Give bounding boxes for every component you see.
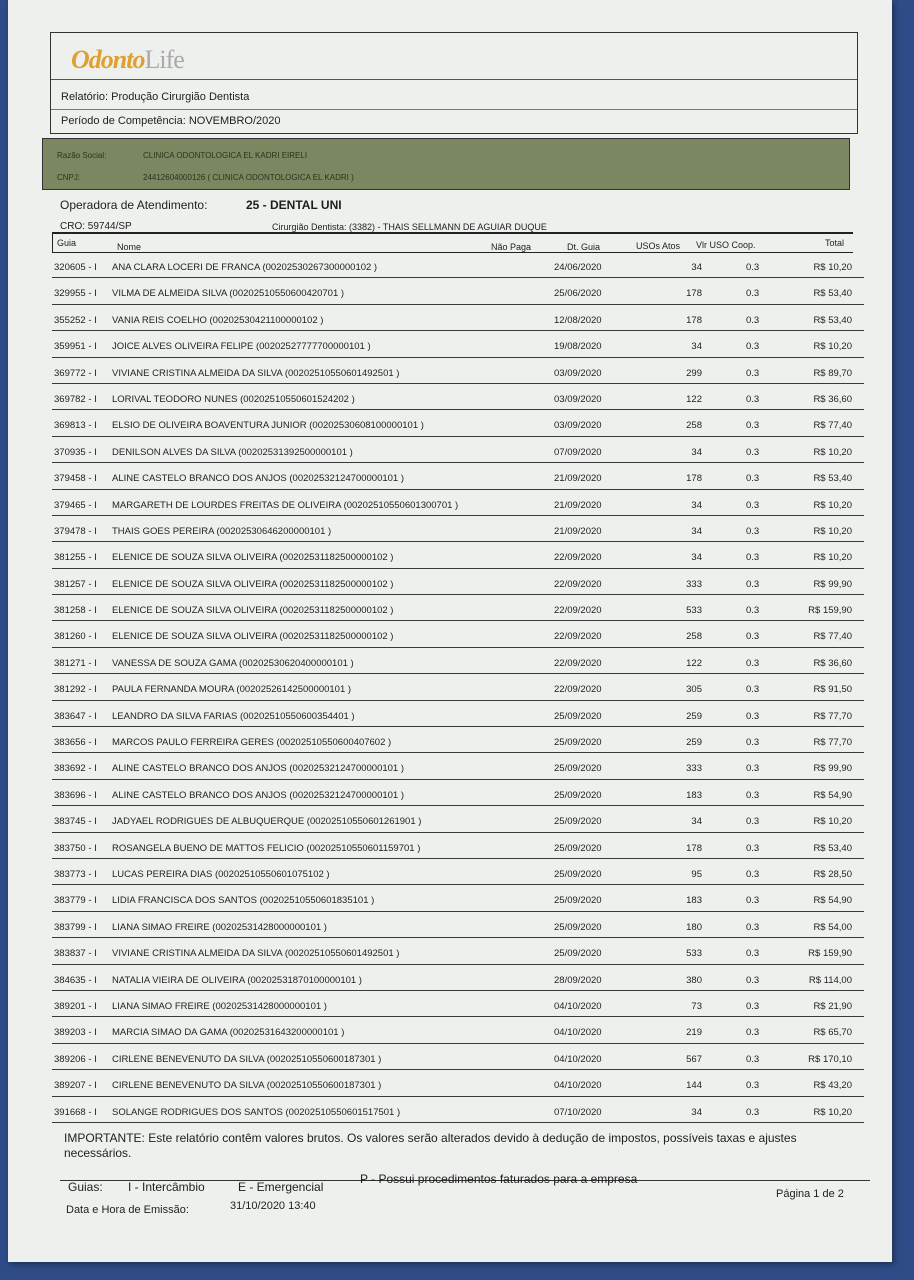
cell-total: R$ 28,50 xyxy=(813,868,852,880)
cnpj-line xyxy=(57,173,354,182)
table-body xyxy=(52,252,864,1123)
cell-usos: 183 xyxy=(686,789,702,801)
cell-guia: 369772 - I xyxy=(54,367,97,379)
cell-dt-guia: 25/09/2020 xyxy=(554,789,602,801)
cell-vlr-uso: 0.3 xyxy=(746,737,760,749)
cell-guia: 379458 - I xyxy=(54,473,97,485)
cell-usos: 259 xyxy=(686,737,702,749)
cell-guia: 383647 - I xyxy=(54,710,97,722)
cell-vlr-uso: 0.3 xyxy=(746,420,760,432)
col-total: Total xyxy=(825,238,845,248)
razao-social-label: Razão Social: xyxy=(57,151,107,160)
cell-usos: 299 xyxy=(686,367,702,379)
cell-nome: JOICE ALVES OLIVEIRA FELIPE (00202527777700000101 ) xyxy=(112,341,371,353)
table-row xyxy=(52,252,864,278)
cell-guia: 379465 - I xyxy=(54,499,97,511)
cell-nome: ELENICE DE SOUZA SILVA OLIVEIRA (00202531182500000102 ) xyxy=(112,605,394,617)
guias-label: Guias: xyxy=(68,1180,103,1194)
cell-dt-guia: 22/09/2020 xyxy=(554,631,602,643)
cell-vlr-uso: 0.3 xyxy=(746,684,760,696)
cell-guia: 383692 - I xyxy=(54,763,97,775)
cell-nome: ELSIO DE OLIVEIRA BOAVENTURA JUNIOR (00202530608100000101 ) xyxy=(112,420,424,432)
cell-dt-guia: 22/09/2020 xyxy=(554,552,602,564)
cell-guia: 389203 - I xyxy=(54,1027,97,1039)
cell-vlr-uso: 0.3 xyxy=(746,288,760,300)
cell-guia: 383656 - I xyxy=(54,737,97,749)
cell-dt-guia: 21/09/2020 xyxy=(554,525,602,537)
report-header-frame xyxy=(50,32,858,134)
cell-vlr-uso: 0.3 xyxy=(746,393,760,405)
cell-nome: ANA CLARA LOCERI DE FRANCA (00202530267300000102 ) xyxy=(112,262,378,273)
table-row xyxy=(52,542,864,568)
periodo-label: Período de Competência: xyxy=(61,115,186,127)
page-number: Página 1 de 2 xyxy=(776,1188,844,1200)
table-row xyxy=(52,358,864,384)
cell-guia: 383779 - I xyxy=(54,895,97,907)
cell-usos: 178 xyxy=(686,473,702,485)
cell-usos: 95 xyxy=(691,868,702,880)
cell-usos: 122 xyxy=(686,657,702,669)
cell-nome: ELENICE DE SOUZA SILVA OLIVEIRA (00202531182500000102 ) xyxy=(112,578,394,590)
cell-dt-guia: 21/09/2020 xyxy=(554,499,602,511)
cell-usos: 34 xyxy=(691,1106,702,1118)
cell-vlr-uso: 0.3 xyxy=(746,631,760,643)
cell-vlr-uso: 0.3 xyxy=(746,1080,760,1092)
emissao-value: 31/10/2020 13:40 xyxy=(230,1200,316,1212)
cell-nome: MARCOS PAULO FERREIRA GERES (00202510550600407602 ) xyxy=(112,737,392,749)
cell-dt-guia: 04/10/2020 xyxy=(554,1000,602,1012)
cell-guia: 383799 - I xyxy=(54,921,97,933)
table-row xyxy=(52,912,864,938)
cell-guia: 381271 - I xyxy=(54,657,97,669)
col-vlr-uso: Vlr USO Coop. xyxy=(696,240,756,250)
cell-vlr-uso: 0.3 xyxy=(746,763,760,775)
cell-total: R$ 99,90 xyxy=(813,763,852,775)
cell-nome: ALINE CASTELO BRANCO DOS ANJOS (00202532124700000101 ) xyxy=(112,763,405,775)
cell-nome: ROSANGELA BUENO DE MATTOS FELICIO (00202510550601159701 ) xyxy=(112,842,421,854)
relatorio-value: Produção Cirurgião Dentista xyxy=(111,91,250,103)
table-row xyxy=(52,806,864,832)
cell-usos: 533 xyxy=(686,948,702,960)
cell-nome: MARCIA SIMAO DA GAMA (00202531643200000101 ) xyxy=(112,1027,345,1039)
cell-total: R$ 36,60 xyxy=(813,393,852,405)
cell-total: R$ 91,50 xyxy=(813,684,852,696)
logo-odonto-text: Odonto xyxy=(71,45,145,74)
col-nome: Nome xyxy=(117,242,142,252)
cell-dt-guia: 25/09/2020 xyxy=(554,710,602,722)
table-row xyxy=(52,516,864,542)
cell-total: R$ 77,70 xyxy=(813,737,852,749)
col-nao-paga: Não Paga xyxy=(491,242,532,252)
cell-guia: 389201 - I xyxy=(54,1000,97,1012)
cell-total: R$ 10,20 xyxy=(813,1106,852,1118)
cell-usos: 219 xyxy=(686,1027,702,1039)
cell-total: R$ 53,40 xyxy=(813,288,852,300)
cell-usos: 259 xyxy=(686,710,702,722)
cell-guia: 389206 - I xyxy=(54,1053,97,1065)
cell-usos: 34 xyxy=(691,816,702,828)
table-row xyxy=(52,305,864,331)
table-row xyxy=(52,410,864,436)
cell-dt-guia: 03/09/2020 xyxy=(554,420,602,432)
cell-usos: 178 xyxy=(686,314,702,326)
cell-dt-guia: 25/09/2020 xyxy=(554,842,602,854)
legend-emergencial: E - Emergencial xyxy=(238,1180,324,1194)
cell-guia: 370935 - I xyxy=(54,446,97,458)
cell-guia: 381292 - I xyxy=(54,684,97,696)
table-row xyxy=(52,727,864,753)
company-band xyxy=(42,138,850,190)
cell-guia: 329955 - I xyxy=(54,288,97,300)
cell-total: R$ 54,90 xyxy=(813,895,852,907)
cell-nome: ELENICE DE SOUZA SILVA OLIVEIRA (00202531182500000102 ) xyxy=(112,552,394,564)
cell-total: R$ 53,40 xyxy=(813,314,852,326)
importante-note: IMPORTANTE: Este relatório contêm valores brutos. Os valores serão alterados devido à dedução de impostos, possíveis taxas e ajustes necessários. xyxy=(64,1131,797,1160)
cell-total: R$ 10,20 xyxy=(813,446,852,458)
cell-nome: LORIVAL TEODORO NUNES (00202510550601524202 ) xyxy=(112,393,355,405)
cell-total: R$ 65,70 xyxy=(813,1027,852,1039)
cell-total: R$ 159,90 xyxy=(808,948,852,960)
cell-guia: 383837 - I xyxy=(54,948,97,960)
cell-usos: 122 xyxy=(686,393,702,405)
legend-intercambio: I - Intercâmbio xyxy=(128,1180,205,1194)
cell-vlr-uso: 0.3 xyxy=(746,1027,760,1039)
periodo-value: NOVEMBRO/2020 xyxy=(188,115,281,127)
logo-life-text: Life xyxy=(144,45,184,74)
cell-dt-guia: 04/10/2020 xyxy=(554,1080,602,1092)
cell-usos: 34 xyxy=(691,446,702,458)
cell-guia: 389207 - I xyxy=(54,1080,97,1092)
cell-nome: LEANDRO DA SILVA FARIAS (00202510550600354401 ) xyxy=(112,710,355,722)
cell-dt-guia: 12/08/2020 xyxy=(554,314,602,326)
emissao-label: Data e Hora de Emissão: xyxy=(66,1204,189,1216)
cell-usos: 258 xyxy=(686,631,702,643)
table-row xyxy=(52,463,864,489)
cell-guia: 383750 - I xyxy=(54,842,97,854)
cell-vlr-uso: 0.3 xyxy=(746,1000,760,1012)
cell-nome: SOLANGE RODRIGUES DOS SANTOS (00202510550601517501 ) xyxy=(112,1106,401,1118)
cell-nome: CIRLENE BENEVENUTO DA SILVA (00202510550600187301 ) xyxy=(112,1080,382,1092)
cell-nome: VILMA DE ALMEIDA SILVA (00202510550600420701 ) xyxy=(112,288,345,300)
cell-dt-guia: 25/09/2020 xyxy=(554,763,602,775)
cell-vlr-uso: 0.3 xyxy=(746,948,760,960)
cro-number: CRO: 59744/SP xyxy=(60,221,132,232)
cell-total: R$ 10,20 xyxy=(813,499,852,511)
cell-total: R$ 77,40 xyxy=(813,420,852,432)
cell-usos: 178 xyxy=(686,842,702,854)
cell-usos: 34 xyxy=(691,525,702,537)
cell-guia: 381260 - I xyxy=(54,631,97,643)
cell-vlr-uso: 0.3 xyxy=(746,710,760,722)
cell-guia: 379478 - I xyxy=(54,525,97,537)
cell-vlr-uso: 0.3 xyxy=(746,921,760,933)
table-row xyxy=(52,569,864,595)
cell-total: R$ 10,20 xyxy=(813,552,852,564)
cell-total: R$ 99,90 xyxy=(813,578,852,590)
col-usos-atos: USOs Atos xyxy=(636,241,681,251)
cell-total: R$ 159,90 xyxy=(808,605,852,617)
table-row xyxy=(52,965,864,991)
cell-usos: 73 xyxy=(691,1000,702,1012)
cell-nome: LIDIA FRANCISCA DOS SANTOS (00202510550601835101 ) xyxy=(112,895,375,907)
cell-dt-guia: 21/09/2020 xyxy=(554,473,602,485)
cell-usos: 34 xyxy=(691,341,702,353)
cell-nome: VIVIANE CRISTINA ALMEIDA DA SILVA (00202510550601492501 ) xyxy=(112,367,400,379)
table-row xyxy=(52,1017,864,1043)
relatorio-label: Relatório: xyxy=(61,91,109,103)
operadora-value: 25 - DENTAL UNI xyxy=(246,198,342,212)
cell-total: R$ 36,60 xyxy=(813,657,852,669)
cell-total: R$ 77,40 xyxy=(813,631,852,643)
cell-vlr-uso: 0.3 xyxy=(746,1106,760,1118)
cell-dt-guia: 25/09/2020 xyxy=(554,816,602,828)
cell-guia: 384635 - I xyxy=(54,974,97,986)
cell-nome: DENILSON ALVES DA SILVA (00202531392500000101 ) xyxy=(112,446,353,458)
razao-social-value: CLINICA ODONTOLOGICA EL KADRI EIRELI xyxy=(143,151,308,160)
cell-total: R$ 114,00 xyxy=(808,974,852,986)
cell-usos: 34 xyxy=(691,499,702,511)
cell-guia: 383745 - I xyxy=(54,816,97,828)
cell-vlr-uso: 0.3 xyxy=(746,446,760,458)
cell-total: R$ 10,20 xyxy=(813,262,852,273)
cell-usos: 144 xyxy=(686,1080,702,1092)
table-row xyxy=(52,674,864,700)
cell-dt-guia: 04/10/2020 xyxy=(554,1027,602,1039)
cell-dt-guia: 22/09/2020 xyxy=(554,578,602,590)
cell-nome: MARGARETH DE LOURDES FREITAS DE OLIVEIRA (00202510550601300701 ) xyxy=(112,499,459,511)
cell-vlr-uso: 0.3 xyxy=(746,499,760,511)
cell-guia: 369813 - I xyxy=(54,420,97,432)
cell-vlr-uso: 0.3 xyxy=(746,473,760,485)
cell-total: R$ 10,20 xyxy=(813,816,852,828)
razao-social-line xyxy=(57,151,308,160)
table-row xyxy=(52,490,864,516)
cell-guia: 381257 - I xyxy=(54,578,97,590)
table-row xyxy=(52,331,864,357)
cell-dt-guia: 22/09/2020 xyxy=(554,657,602,669)
cell-guia: 381258 - I xyxy=(54,605,97,617)
cell-total: R$ 10,20 xyxy=(813,525,852,537)
cell-total: R$ 89,70 xyxy=(813,367,852,379)
cell-vlr-uso: 0.3 xyxy=(746,1053,760,1065)
cell-vlr-uso: 0.3 xyxy=(746,842,760,854)
relatorio-line xyxy=(61,91,249,103)
cell-vlr-uso: 0.3 xyxy=(746,789,760,801)
cell-usos: 380 xyxy=(686,974,702,986)
cell-vlr-uso: 0.3 xyxy=(746,341,760,353)
cell-vlr-uso: 0.3 xyxy=(746,552,760,564)
cell-nome: PAULA FERNANDA MOURA (00202526142500000101 ) xyxy=(112,684,352,696)
cell-dt-guia: 28/09/2020 xyxy=(554,974,602,986)
cell-dt-guia: 25/06/2020 xyxy=(554,288,602,300)
cell-total: R$ 10,20 xyxy=(813,341,852,353)
cell-total: R$ 43,20 xyxy=(813,1080,852,1092)
col-dt-guia: Dt. Guia xyxy=(567,242,601,252)
cnpj-value: 24412604000126 ( CLINICA ODONTOLOGICA EL KADRI ) xyxy=(143,173,354,182)
cell-vlr-uso: 0.3 xyxy=(746,314,760,326)
table-row xyxy=(52,938,864,964)
cell-total: R$ 77,70 xyxy=(813,710,852,722)
cell-nome: VANIA REIS COELHO (00202530421100000102 ) xyxy=(112,314,324,326)
legend-procedimentos: P - Possui procedimentos faturados para a empresa xyxy=(360,1172,638,1186)
cell-nome: LUCAS PEREIRA DIAS (00202510550601075102 ) xyxy=(112,868,330,880)
cell-guia: 355252 - I xyxy=(54,314,97,326)
cell-nome: THAIS GOES PEREIRA (00202530646200000101 ) xyxy=(112,525,332,537)
cell-vlr-uso: 0.3 xyxy=(746,525,760,537)
divider xyxy=(51,109,857,110)
cell-usos: 178 xyxy=(686,288,702,300)
cell-vlr-uso: 0.3 xyxy=(746,868,760,880)
table-row xyxy=(52,701,864,727)
cell-guia: 359951 - I xyxy=(54,341,97,353)
cell-nome: ELENICE DE SOUZA SILVA OLIVEIRA (00202531182500000102 ) xyxy=(112,631,394,643)
table-row xyxy=(52,595,864,621)
cell-dt-guia: 19/08/2020 xyxy=(554,341,602,353)
cell-vlr-uso: 0.3 xyxy=(746,578,760,590)
cell-dt-guia: 22/09/2020 xyxy=(554,684,602,696)
cell-total: R$ 53,40 xyxy=(813,842,852,854)
col-guia: Guia xyxy=(57,238,77,248)
cell-nome: VIVIANE CRISTINA ALMEIDA DA SILVA (00202510550601492501 ) xyxy=(112,948,400,960)
cell-usos: 333 xyxy=(686,578,702,590)
cell-total: R$ 53,40 xyxy=(813,473,852,485)
cell-vlr-uso: 0.3 xyxy=(746,605,760,617)
table-row xyxy=(52,1097,864,1123)
table-row xyxy=(52,648,864,674)
cell-dt-guia: 07/09/2020 xyxy=(554,446,602,458)
dentista-name: Cirurgião Dentista: (3382) - THAIS SELLMANN DE AGUIAR DUQUE xyxy=(272,222,547,232)
cell-nome: LIANA SIMAO FREIRE (00202531428000000101 ) xyxy=(112,921,327,933)
table-row xyxy=(52,833,864,859)
table-row xyxy=(52,780,864,806)
table-row xyxy=(52,991,864,1017)
cell-vlr-uso: 0.3 xyxy=(746,657,760,669)
cell-usos: 180 xyxy=(686,921,702,933)
cell-vlr-uso: 0.3 xyxy=(746,367,760,379)
cell-total: R$ 54,00 xyxy=(813,921,852,933)
cell-nome: CIRLENE BENEVENUTO DA SILVA (00202510550600187301 ) xyxy=(112,1053,382,1065)
cell-vlr-uso: 0.3 xyxy=(746,262,760,273)
cell-nome: ALINE CASTELO BRANCO DOS ANJOS (00202532124700000101 ) xyxy=(112,789,405,801)
cell-dt-guia: 25/09/2020 xyxy=(554,737,602,749)
cell-guia: 383773 - I xyxy=(54,868,97,880)
table-row xyxy=(52,384,864,410)
cell-nome: NATALIA VIEIRA DE OLIVEIRA (00202531870100000101 ) xyxy=(112,974,362,986)
cell-nome: JADYAEL RODRIGUES DE ALBUQUERQUE (00202510550601261901 ) xyxy=(112,816,422,828)
cell-usos: 183 xyxy=(686,895,702,907)
cell-usos: 333 xyxy=(686,763,702,775)
table-header xyxy=(52,232,853,253)
cell-nome: VANESSA DE SOUZA GAMA (00202530620400000101 ) xyxy=(112,657,354,669)
table-row xyxy=(52,278,864,304)
cell-dt-guia: 03/09/2020 xyxy=(554,393,602,405)
cell-total: R$ 54,90 xyxy=(813,789,852,801)
table-row xyxy=(52,1070,864,1096)
cell-dt-guia: 25/09/2020 xyxy=(554,921,602,933)
cell-dt-guia: 04/10/2020 xyxy=(554,1053,602,1065)
cell-guia: 381255 - I xyxy=(54,552,97,564)
table-row xyxy=(52,1044,864,1070)
cell-usos: 34 xyxy=(691,552,702,564)
cell-dt-guia: 25/09/2020 xyxy=(554,868,602,880)
cell-usos: 258 xyxy=(686,420,702,432)
cell-guia: 391668 - I xyxy=(54,1106,97,1118)
cell-usos: 305 xyxy=(686,684,702,696)
cell-dt-guia: 24/06/2020 xyxy=(554,262,602,273)
operadora-label: Operadora de Atendimento: xyxy=(60,198,208,212)
cell-total: R$ 170,10 xyxy=(808,1053,852,1065)
cell-vlr-uso: 0.3 xyxy=(746,816,760,828)
table-row xyxy=(52,885,864,911)
cell-vlr-uso: 0.3 xyxy=(746,974,760,986)
cell-nome: LIANA SIMAO FREIRE (00202531428000000101 ) xyxy=(112,1000,327,1012)
cnpj-label: CNPJ: xyxy=(57,173,81,182)
cell-usos: 567 xyxy=(686,1053,702,1065)
cell-vlr-uso: 0.3 xyxy=(746,895,760,907)
table-row xyxy=(52,753,864,779)
periodo-line xyxy=(61,115,281,127)
cell-dt-guia: 03/09/2020 xyxy=(554,367,602,379)
cell-dt-guia: 07/10/2020 xyxy=(554,1106,602,1118)
logo-row xyxy=(51,33,857,80)
cell-guia: 369782 - I xyxy=(54,393,97,405)
cell-total: R$ 21,90 xyxy=(813,1000,852,1012)
cell-dt-guia: 22/09/2020 xyxy=(554,605,602,617)
cell-dt-guia: 25/09/2020 xyxy=(554,895,602,907)
cell-guia: 320605 - I xyxy=(54,262,97,273)
odontolife-logo xyxy=(71,45,184,75)
table-row xyxy=(52,621,864,647)
table-row xyxy=(52,859,864,885)
table-row xyxy=(52,437,864,463)
cell-guia: 383696 - I xyxy=(54,789,97,801)
cell-usos: 34 xyxy=(691,262,702,273)
cell-dt-guia: 25/09/2020 xyxy=(554,948,602,960)
cell-usos: 533 xyxy=(686,605,702,617)
cell-nome: ALINE CASTELO BRANCO DOS ANJOS (00202532124700000101 ) xyxy=(112,473,405,485)
